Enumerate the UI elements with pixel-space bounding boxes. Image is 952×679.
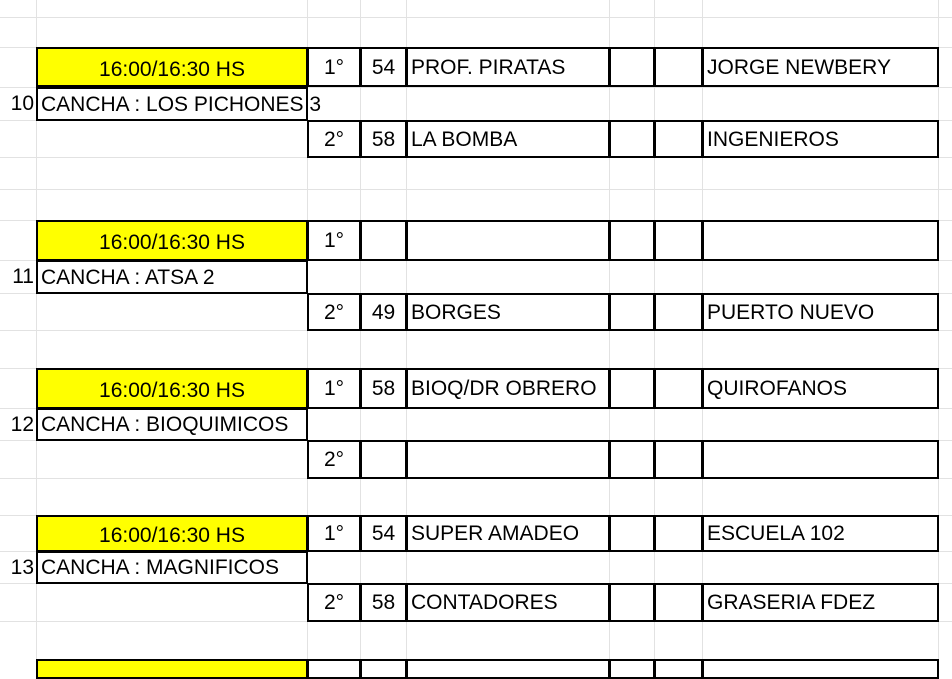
block-index: 10 [10,92,34,115]
order-cell[interactable]: 2° [307,120,361,158]
team-a-cell-partial[interactable] [406,659,610,679]
time-cell[interactable]: 16:00/16:30 HS [36,220,308,261]
cancha-cell[interactable]: CANCHA : MAGNIFICOS [36,551,308,584]
score-a-cell[interactable] [609,440,655,479]
team-a-cell[interactable]: CONTADORES [406,583,610,622]
category-cell[interactable]: 54 [360,515,407,552]
time-cell[interactable]: 16:00/16:30 HS [36,47,308,87]
category-cell[interactable]: 49 [360,293,407,331]
score-a-cell[interactable] [609,47,655,87]
category-cell-partial[interactable] [360,659,407,679]
score-b-cell[interactable] [654,293,703,331]
time-cell-partial[interactable] [36,659,308,679]
team-a-cell[interactable]: SUPER AMADEO [406,515,610,552]
category-cell[interactable]: 58 [360,368,407,409]
order-cell[interactable]: 2° [307,440,361,479]
score-b-cell[interactable] [654,583,703,622]
gridline [0,189,952,190]
team-a-cell[interactable]: BORGES [406,293,610,331]
order-cell[interactable]: 1° [307,368,361,409]
team-a-cell[interactable]: LA BOMBA [406,120,610,158]
score-b-cell-partial[interactable] [654,659,703,679]
team-b-cell[interactable] [702,440,939,479]
cancha-cell[interactable]: CANCHA : BIOQUIMICOS [36,408,308,441]
team-a-cell[interactable] [406,440,610,479]
score-b-cell[interactable] [654,220,703,261]
order-cell[interactable]: 1° [307,515,361,552]
score-a-cell[interactable] [609,583,655,622]
score-b-cell[interactable] [654,47,703,87]
order-cell[interactable]: 1° [307,47,361,87]
team-b-cell[interactable] [702,220,939,261]
score-a-cell[interactable] [609,120,655,158]
team-a-cell[interactable]: PROF. PIRATAS [406,47,610,87]
team-a-cell[interactable] [406,220,610,261]
team-b-cell[interactable]: JORGE NEWBERY [702,47,939,87]
cancha-cell[interactable]: CANCHA : ATSA 2 [36,260,308,294]
gridline [938,0,939,668]
team-b-cell[interactable]: QUIROFANOS [702,368,939,409]
category-cell[interactable]: 54 [360,47,407,87]
team-b-cell[interactable]: PUERTO NUEVO [702,293,939,331]
time-cell[interactable]: 16:00/16:30 HS [36,515,308,552]
team-b-cell-partial[interactable] [702,659,939,679]
cancha-cell[interactable]: CANCHA : LOS PICHONES 3 [36,87,308,121]
category-cell[interactable] [360,440,407,479]
score-a-cell[interactable] [609,220,655,261]
order-cell[interactable]: 1° [307,220,361,261]
gridline [0,17,952,18]
order-cell-partial[interactable] [307,659,361,679]
score-b-cell[interactable] [654,440,703,479]
score-b-cell[interactable] [654,368,703,409]
score-a-cell[interactable] [609,293,655,331]
score-a-cell[interactable] [609,368,655,409]
gridline [654,0,655,668]
gridline [609,0,610,668]
order-cell[interactable]: 2° [307,293,361,331]
gridline [406,0,407,668]
score-a-cell-partial[interactable] [609,659,655,679]
block-index: 12 [10,413,34,436]
order-cell[interactable]: 2° [307,583,361,622]
team-b-cell[interactable]: GRASERIA FDEZ [702,583,939,622]
gridline [702,0,703,668]
gridline [360,0,361,668]
team-a-cell[interactable]: BIOQ/DR OBRERO [406,368,610,409]
time-cell[interactable]: 16:00/16:30 HS [36,368,308,409]
block-index: 13 [10,556,34,579]
team-b-cell[interactable]: ESCUELA 102 [702,515,939,552]
category-cell[interactable]: 58 [360,583,407,622]
score-a-cell[interactable] [609,515,655,552]
category-cell[interactable] [360,220,407,261]
team-b-cell[interactable]: INGENIEROS [702,120,939,158]
block-index: 11 [12,265,34,288]
score-b-cell[interactable] [654,120,703,158]
score-b-cell[interactable] [654,515,703,552]
category-cell[interactable]: 58 [360,120,407,158]
